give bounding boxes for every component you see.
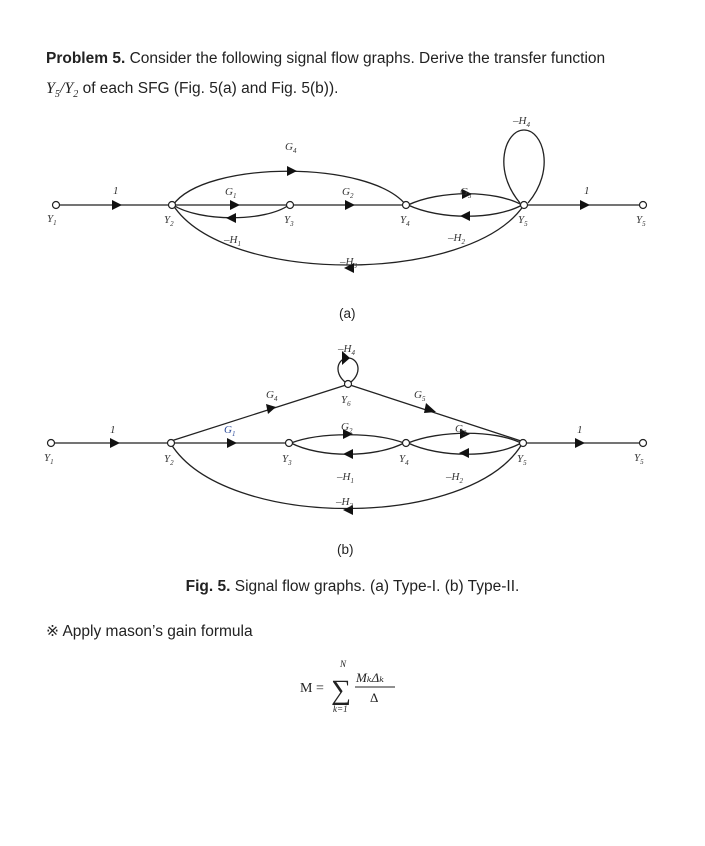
label-a-y5: $Y_5$ — [518, 214, 528, 228]
label-a-y1: $Y_1$ — [47, 213, 57, 227]
node-b-y2 — [168, 440, 175, 447]
label-a-h1: $-H_1$ — [224, 234, 241, 248]
formula-upper: N — [340, 659, 347, 669]
problem-text: Consider the following signal flow graphs. Derive the transfer function — [129, 50, 606, 67]
label-a-g1: $G_1$ — [225, 186, 237, 200]
arrow-b-h1 — [343, 449, 353, 459]
node-a-y5 — [521, 202, 528, 209]
arrow-b-g4 — [266, 404, 276, 414]
node-b-y6 — [345, 381, 352, 388]
caption-b: (b) — [337, 542, 354, 557]
node-a-y2 — [169, 202, 176, 209]
note-text: Apply mason’s gain formula — [62, 623, 253, 640]
ratio-den-sub: 2 — [73, 89, 79, 101]
ratio-den: Y — [64, 80, 74, 97]
label-a-h3: $-H_3$ — [340, 256, 357, 270]
formula-lower: k=1 — [333, 704, 348, 714]
label-a-y5-out: $Y_5$ — [636, 214, 646, 228]
branch-a-h4-loop — [504, 130, 544, 203]
node-a-y3 — [287, 202, 294, 209]
formula-numerator: MₖΔₖ — [356, 670, 384, 685]
branch-b-g4 — [171, 385, 346, 441]
arrow-b-g5 — [424, 403, 436, 413]
figure-caption-text: Signal flow graphs. (a) Type-I. (b) Type-II. — [234, 578, 520, 595]
arrow-b-1 — [110, 438, 120, 448]
node-a-y1 — [53, 202, 60, 209]
arrow-a-h2 — [460, 211, 470, 221]
figure-caption — [0, 578, 705, 596]
arrow-a-h1 — [226, 213, 236, 223]
label-b-g1: $G_1$ — [224, 424, 236, 438]
arrow-a-g2 — [345, 200, 355, 210]
ratio-num-sub: 5 — [54, 89, 60, 101]
problem-label: Problem 5. — [46, 50, 126, 67]
label-b-g4: $G_4$ — [266, 389, 278, 403]
figure-a-labels — [47, 115, 646, 321]
problem-text-2: of each SFG (Fig. 5(a) and Fig. 5(b)). — [82, 80, 339, 97]
label-b-y6: $Y_6$ — [341, 394, 351, 408]
branch-a-g4 — [173, 171, 406, 205]
caption-a: (a) — [339, 306, 356, 321]
label-b-y3: $Y_3$ — [282, 453, 292, 467]
label-b-unity-2: 1 — [577, 424, 583, 436]
label-b-y5: $Y_5$ — [517, 453, 527, 467]
formula-sigma: ∑ — [331, 675, 351, 706]
node-a-y5-out — [640, 202, 647, 209]
arrow-b-g1 — [227, 438, 237, 448]
note-symbol: ※ — [46, 623, 59, 640]
label-a-unity-2: 1 — [584, 185, 590, 197]
arrow-b-h2 — [459, 448, 469, 458]
label-b-h3: $-H_3$ — [336, 496, 353, 510]
arrow-b-out — [575, 438, 585, 448]
figure-b-labels — [44, 343, 644, 557]
label-a-g3: $G_3$ — [460, 186, 472, 200]
label-b-h4: $-H_4$ — [338, 343, 355, 357]
label-b-h2: $-H_2$ — [446, 471, 463, 485]
note — [46, 622, 253, 641]
formula-denominator: Δ — [370, 690, 379, 705]
label-b-h1: $-H_1$ — [337, 471, 354, 485]
formula-lhs: M = — [300, 681, 324, 696]
arrow-a-g4 — [287, 166, 297, 176]
mason-formula — [300, 659, 395, 714]
label-a-h4: $-H_4$ — [513, 115, 530, 129]
label-b-g5: $G_5$ — [414, 389, 426, 403]
label-b-y2: $Y_2$ — [164, 453, 174, 467]
label-b-y1: $Y_1$ — [44, 452, 54, 466]
label-a-y4: $Y_4$ — [400, 214, 410, 228]
label-b-y4: $Y_4$ — [399, 453, 409, 467]
label-a-g2: $G_2$ — [342, 186, 354, 200]
label-b-unity-1: 1 — [110, 424, 116, 436]
label-b-y5-out: $Y_5$ — [634, 452, 644, 466]
node-b-y5 — [520, 440, 527, 447]
arrow-a-out — [580, 200, 590, 210]
arrow-a-g1 — [230, 200, 240, 210]
label-a-y2: $Y_2$ — [164, 214, 174, 228]
label-a-g4: $G_4$ — [285, 141, 297, 155]
figure-caption-label: Fig. 5. — [185, 578, 231, 595]
ratio-sep: / — [59, 80, 65, 97]
ratio-num: Y — [46, 80, 55, 97]
node-b-y1 — [48, 440, 55, 447]
label-a-unity-1: 1 — [113, 185, 119, 197]
label-a-h2: $-H_2$ — [448, 232, 465, 246]
node-a-y4 — [403, 202, 410, 209]
label-b-g3: $G_3$ — [455, 423, 467, 437]
branch-b-g5 — [350, 385, 521, 441]
node-b-y3 — [286, 440, 293, 447]
branch-b-h4-loop — [338, 358, 358, 382]
node-b-y5-out — [640, 440, 647, 447]
figure-b-arrows — [110, 351, 585, 515]
arrow-a-1 — [112, 200, 122, 210]
label-a-y3: $Y_3$ — [284, 214, 294, 228]
label-b-g2: $G_2$ — [341, 421, 353, 435]
node-b-y4 — [403, 440, 410, 447]
